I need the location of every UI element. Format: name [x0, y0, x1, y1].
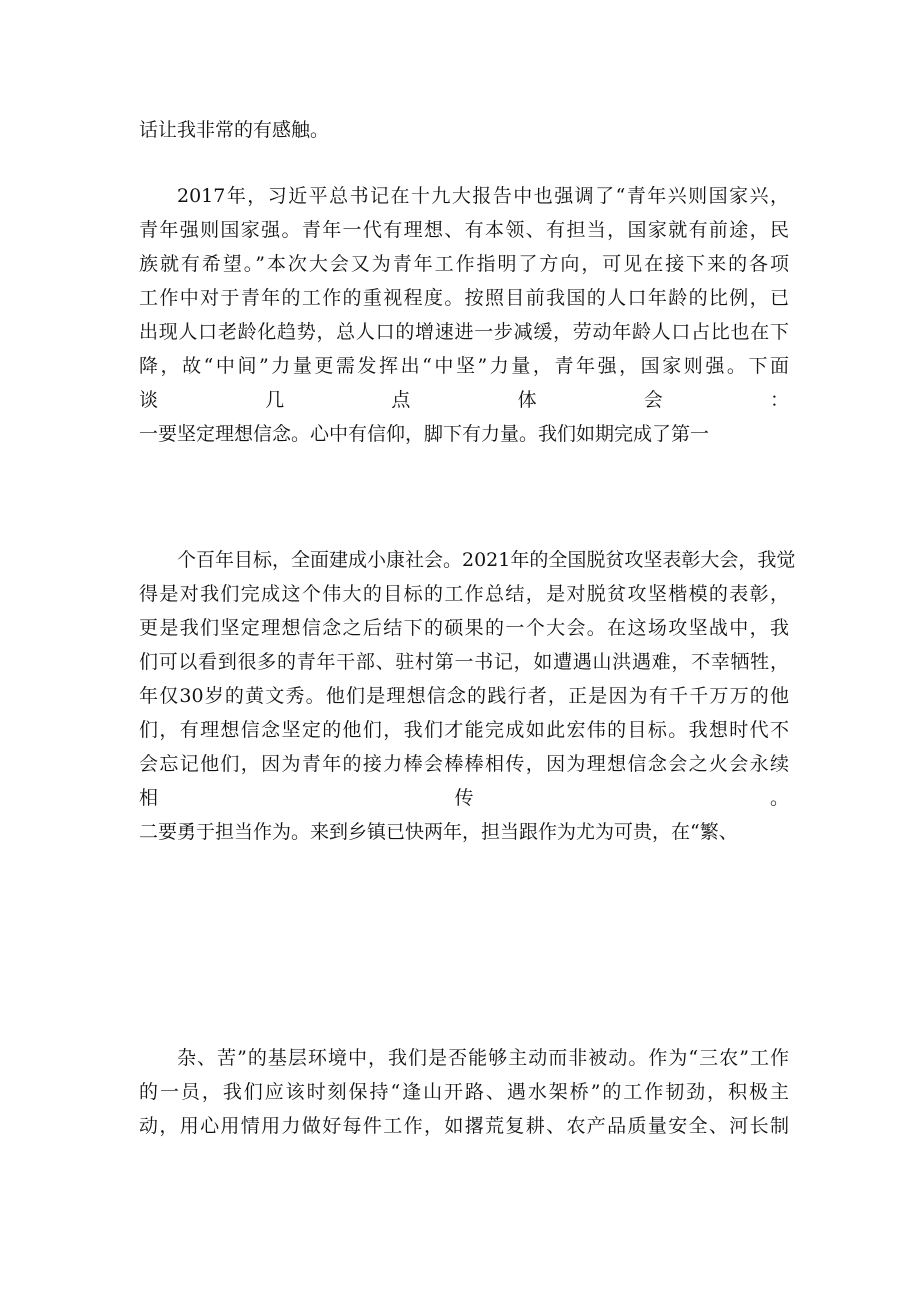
text-line: 杂、苦”的基层环境中，我们是否能够主动而非被动。作为“三农”工作	[177, 1047, 789, 1069]
text-line	[139, 1142, 789, 1178]
text-line: 话让我非常的有感触。	[139, 119, 330, 141]
text-line: 出现人口老龄化趋势，总人口的增速进一步减缓，劳动年龄人口占比也在下	[139, 321, 789, 343]
text-line: 会忘记他们，因为青年的接力棒会棒棒相传，因为理想信念会之火会永续	[139, 753, 789, 775]
text-line: 族就有希望。”本次大会又为青年工作指明了方向，可见在接下来的各项	[139, 253, 789, 275]
text-line: 青年强则国家强。青年一代有理想、有本领、有担当，国家就有前途，民	[139, 219, 789, 241]
text-line: 降，故“中间”力量更需发挥出“中坚”力量，青年强，国家则强。下面	[139, 355, 789, 377]
text-line: 谈几点体会：	[139, 389, 789, 411]
text-line: 们，有理想信念坚定的他们，我们才能完成如此宏伟的目标。我想时代不	[139, 719, 789, 741]
text-line: 2017年，习近平总书记在十九大报告中也强调了“青年兴则国家兴，	[177, 185, 789, 207]
text-line: 的一员，我们应该时刻保持“逢山开路、遇水架桥”的工作韧劲，积极主	[139, 1081, 789, 1103]
text-line: 一要坚定理想信念。心中有信仰，脚下有力量。我们如期完成了第一	[139, 423, 710, 445]
text-line: 更是我们坚定理想信念之后结下的硕果的一个大会。在这场攻坚战中，我	[139, 617, 789, 639]
text-line: 们可以看到很多的青年干部、驻村第一书记，如遭遇山洪遇难，不幸牺牲，	[139, 651, 789, 673]
text-line: 相传。	[139, 787, 789, 809]
text-line: 年仅30岁的黄文秀。他们是理想信念的践行者，正是因为有千千万万的他	[139, 685, 789, 707]
text-line: 动，用心用情用力做好每件工作，如撂荒复耕、农产品质量安全、河长制	[139, 1115, 789, 1137]
text-line: 得是对我们完成这个伟大的目标的工作总结，是对脱贫攻坚楷模的表彰，	[139, 583, 789, 605]
text-line: 二要勇于担当作为。来到乡镇已快两年，担当跟作为尤为可贵，在“繁、	[139, 821, 738, 843]
text-line: 个百年目标，全面建成小康社会。2021年的全国脱贫攻坚表彰大会，我觉	[177, 549, 796, 571]
text-line: 工作中对于青年的工作的重视程度。按照目前我国的人口年龄的比例，已	[139, 287, 789, 309]
